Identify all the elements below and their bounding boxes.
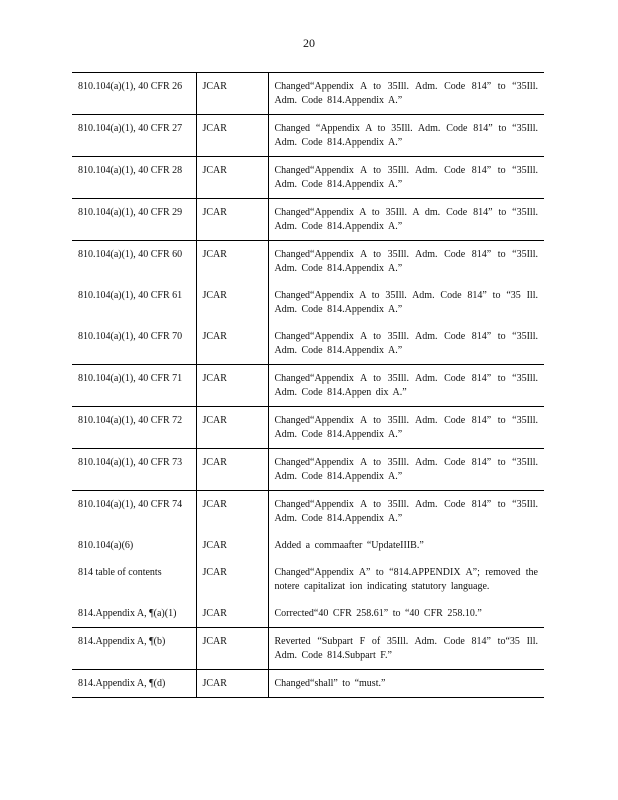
source-cell: JCAR (196, 241, 268, 283)
change-cell: Changed“Appendix A to 35Ill. A dm. Code 814” to “35Ill. Adm. Code 814.Appendix A.” (268, 199, 544, 241)
section-cell: 814.Appendix A, ¶(d) (72, 670, 196, 698)
table-row (72, 73, 544, 115)
source-cell: JCAR (196, 157, 268, 199)
source-cell: JCAR (196, 559, 268, 600)
source-cell: JCAR (196, 532, 268, 559)
section-cell: 810.104(a)(1), 40 CFR 26 (72, 73, 196, 115)
table-row (72, 628, 544, 670)
change-cell: Changed“Appendix A to 35Ill. Adm. Code 814” to “35Ill. Adm. Code 814.Appendix A.” (268, 449, 544, 491)
section-cell: 814 table of contents (78, 567, 162, 578)
table-row (72, 670, 544, 698)
table-row (72, 199, 544, 241)
section-cell: 810.104(a)(1), 40 CFR 60 (72, 241, 196, 283)
table-row (72, 241, 544, 283)
change-cell: Changed“Appendix A to 35Ill. Adm. Code 814” to “35Ill. Adm. Code 814.Appendix A.” (268, 73, 544, 115)
change-cell: Changed“Appendix A to 35Ill. Adm. Code 814” to “35Ill. Adm. Code 814.Appendix A.” (268, 323, 544, 365)
change-cell: Changed“Appendix A” to “814.APPENDIX A”; removed the notere capitalizat ion indicating statutory language. (268, 559, 544, 600)
source-cell: JCAR (196, 282, 268, 323)
change-cell: Added a commaafter “UpdateIIIB.” (268, 532, 544, 559)
change-cell: Changed“Appendix A to 35Ill. Adm. Code 814” to “35Ill. Adm. Code 814.Appen dix A.” (268, 365, 544, 407)
table-row (72, 157, 544, 199)
change-cell: Corrected“40 CFR 258.61” to “40 CFR 258.10.” (268, 600, 544, 628)
changes-table (72, 72, 544, 698)
source-cell: JCAR (196, 199, 268, 241)
change-cell: Changed“Appendix A to 35Ill. Adm. Code 814” to “35 Ill. Adm. Code 814.Appendix A.” (268, 282, 544, 323)
change-cell: Changed“Appendix A to 35Ill. Adm. Code 814” to “35Ill. Adm. Code 814.Appendix A.” (268, 491, 544, 533)
table-row (72, 323, 544, 365)
table-row (72, 365, 544, 407)
section-cell: 810.104(a)(1), 40 CFR 72 (72, 407, 196, 449)
change-cell: Changed“Appendix A to 35Ill. Adm. Code 814” to “35Ill. Adm. Code 814.Appendix A.” (268, 241, 544, 283)
table-row (72, 600, 544, 628)
change-cell: Reverted “Subpart F of 35Ill. Adm. Code 814” to“35 Ill. Adm. Code 814.Subpart F.” (268, 628, 544, 670)
table-row (72, 559, 544, 600)
section-cell: 810.104(a)(1), 40 CFR 70 (78, 331, 183, 342)
section-cell: 810.104(a)(1), 40 CFR 74 (72, 491, 196, 533)
source-cell: JCAR (196, 491, 268, 533)
source-cell: JCAR (196, 323, 268, 365)
change-cell: Changed“shall” to “must.” (268, 670, 544, 698)
table-row (72, 491, 544, 533)
section-cell: 810.104(a)(1), 40 CFR 29 (72, 199, 196, 241)
source-cell: JCAR (196, 600, 268, 628)
section-cell: 810.104(a)(1), 40 CFR 27 (72, 115, 196, 157)
table-row (72, 532, 544, 559)
source-cell: JCAR (196, 73, 268, 115)
section-cell: 810.104(a)(1), 40 CFR 61 (78, 290, 183, 301)
source-cell: JCAR (196, 407, 268, 449)
section-cell: 814.Appendix A, ¶(a)(1) (78, 608, 177, 619)
change-cell: Changed“Appendix A to 35Ill. Adm. Code 814” to “35Ill. Adm. Code 814.Appendix A.” (268, 157, 544, 199)
section-cell: 810.104(a)(1), 40 CFR 73 (72, 449, 196, 491)
table-row (72, 282, 544, 323)
section-cell: 810.104(a)(1), 40 CFR 71 (72, 365, 196, 407)
table-row (72, 449, 544, 491)
section-cell: 810.104(a)(1), 40 CFR 28 (72, 157, 196, 199)
table-row (72, 115, 544, 157)
page-number: 20 (303, 36, 315, 50)
change-cell: Changed “Appendix A to 35Ill. Adm. Code 814” to “35Ill. Adm. Code 814.Appendix A.” (268, 115, 544, 157)
change-cell: Changed“Appendix A to 35Ill. Adm. Code 814” to “35Ill. Adm. Code 814.Appendix A.” (268, 407, 544, 449)
source-cell: JCAR (196, 365, 268, 407)
source-cell: JCAR (196, 628, 268, 670)
table-row (72, 407, 544, 449)
section-cell: 814.Appendix A, ¶(b) (72, 628, 196, 670)
source-cell: JCAR (196, 115, 268, 157)
section-cell: 810.104(a)(6) (78, 540, 134, 551)
source-cell: JCAR (196, 449, 268, 491)
source-cell: JCAR (196, 670, 268, 698)
